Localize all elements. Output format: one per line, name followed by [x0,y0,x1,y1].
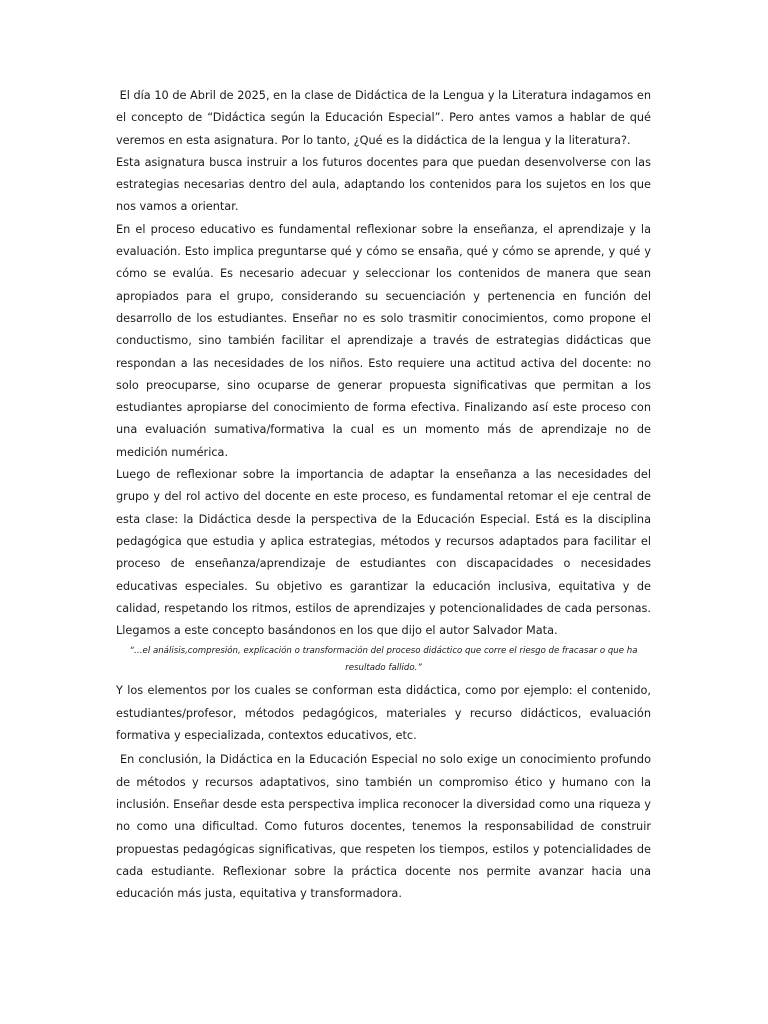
paragraph-intro: El día 10 de Abril de 2025, en la clase de Didáctica de la Lengua y la Literatura indagamos en el concepto de “Didáctica según la Educación Especial”. Pero antes vamos a hablar de qué veremos en esta asignatura. Por lo tanto, ¿Qué es la didáctica de la lengua y la literatura?. [116,89,655,147]
paragraph-conclusion: En conclusión, la Didáctica en la Educación Especial no solo exige un conocimiento profundo de métodos y recursos adaptativos, sino también un compromiso ético y humano con la inclusión. Enseñar desde esta perspectiva implica reconocer la diversidad como una riqueza y no como una dificultad. Como futuros docentes, tenemos la responsabilidad de construir propuestas pedagógicas significativas, que respeten los tiempos, estilos y potencialidades de cada estudiante. Reflexionar sobre la práctica docente nos permite avanzar hacia una educación más justa, equitativa y transformadora. [116,753,655,901]
block-quote: “…el análisis,compresión, explicación o transformación del proceso didáctico que corre el riesgo de fracasar o que ha resultado fallido.” [129,646,638,674]
document-body [116,85,655,905]
paragraph-educational-process: En el proceso educativo es fundamental reflexionar sobre la enseñanza, el aprendizaje y la evaluación. Esto implica preguntarse qué y cómo se ensaña, qué y cómo se aprende, y qué y cómo se evalúa. Es necesario adecuar y seleccionar los contenidos de manera que sean apropiados para el grupo, considerando su secuenciación y pertenencia en función del desarrollo de los estudiantes. Enseñar no es solo trasmitir conocimientos, como propone el conductismo, sino también facilitar el aprendizaje a través de estrategias didácticas que respondan a las necesidades de los niños. Esto requiere una actitud activa del docente: no solo preocuparse, sino ocuparse de generar propuesta significativas que permitan a los estudiantes apropiarse del conocimiento de forma efectiva. Finalizando así este proceso con una evaluación sumativa/formativa la cual es un momento más de aprendizaje no de medición numérica. [116,222,651,459]
paragraph-subject-purpose: Esta asignatura busca instruir a los futuros docentes para que puedan desenvolverse con las estrategias necesarias dentro del aula, adaptando los contenidos para los sujetos en los que nos vamos a orientar. [116,155,651,214]
paragraph-special-education: Luego de reflexionar sobre la importancia de adaptar la enseñanza a las necesidades del grupo y del rol activo del docente en este proceso, es fundamental retomar el eje central de esta clase: la Didáctica desde la perspectiva de la Educación Especial. Está es la disciplina pedagógica que estudia y aplica estrategias, métodos y recursos adaptados para facilitar el proceso de enseñanza/aprendizaje de estudiantes con discapacidades o necesidades educativas especiales. Su objetivo es garantizar la educación inclusiva, equitativa y de calidad, respetando los ritmos, estilos de aprendizajes y potencionalidades de cada personas. Llegamos a este concepto basándonos en los que dijo el autor Salvador Mata. [116,468,651,638]
paragraph-elements: Y los elementos por los cuales se conforman esta didáctica, como por ejemplo: el contenido, estudiantes/profesor, métodos pedagógicos, materiales y recurso didácticos, evaluación formativa y especializada, contextos educativos, etc. [116,684,651,743]
